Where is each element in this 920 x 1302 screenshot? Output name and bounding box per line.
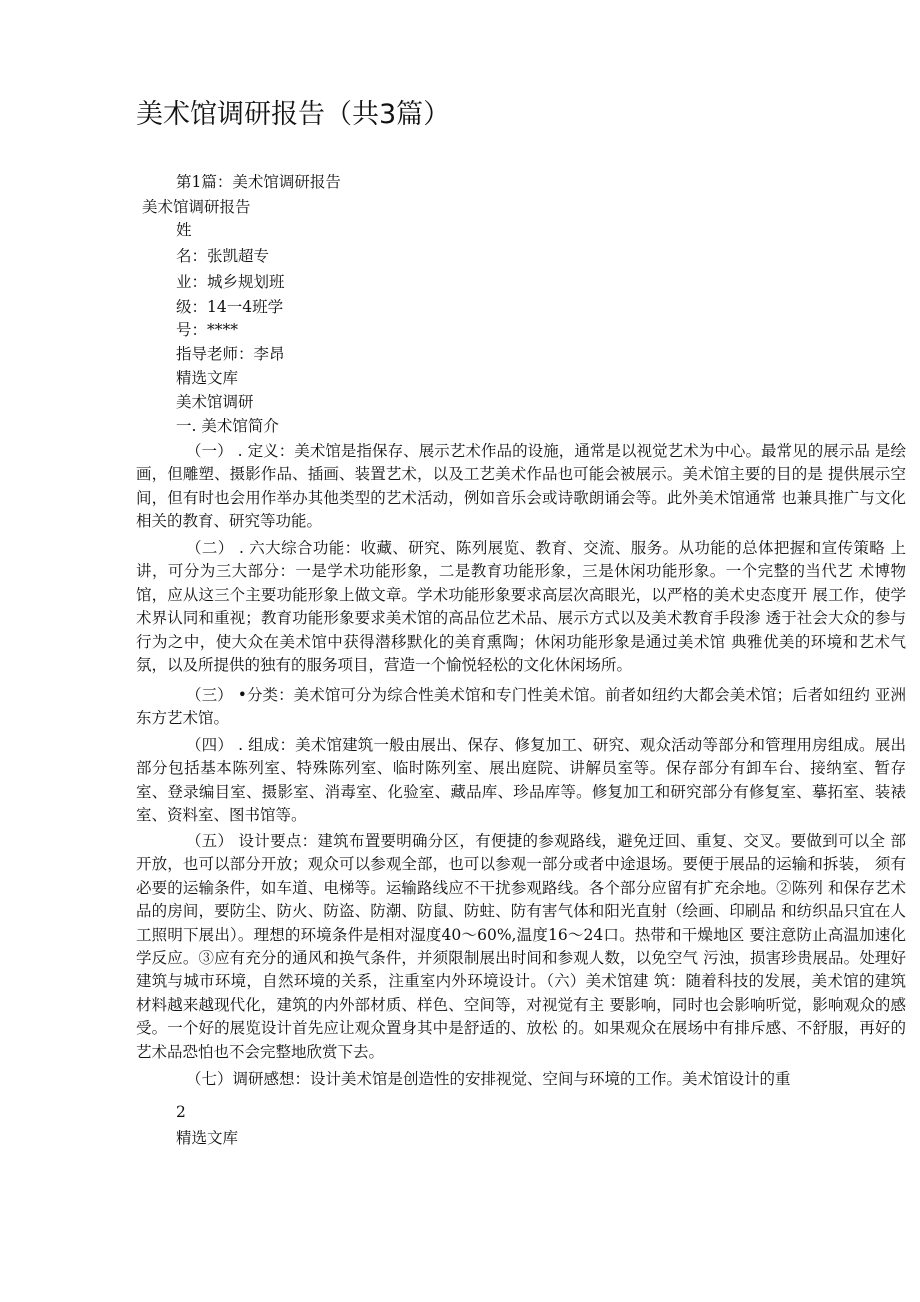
page-number: 2 — [176, 1103, 186, 1121]
library-label: 精选文库 — [176, 369, 239, 387]
meta-line: 级：14一4班学 — [176, 298, 284, 316]
meta-line: 号：**** — [176, 321, 239, 339]
meta-line: 业：城乡规划班 — [176, 273, 285, 291]
document-title: 美术馆调研报告（共3篇） — [136, 99, 451, 130]
meta-line: 姓 — [176, 221, 192, 239]
paragraph-reflection: （七）调研感想：设计美术馆是创造性的安排视觉、空间与环境的工作。美术馆设计的重 — [186, 1070, 791, 1088]
library-label: 精选文库 — [176, 1129, 239, 1147]
meta-line: 名：张凯超专 — [176, 247, 270, 265]
section-heading: 一. 美术馆简介 — [176, 417, 279, 435]
paragraph-definition: （一） . 定义：美术馆是指保存、展示艺术作品的设施，通常是以视觉艺术为中心。最常见的展示品 是绘画，但雕塑、摄影作品、插画、装置艺术，以及工艺美术作品也可能会被展示。美术馆主要的目的是 提供展示空间，但有时也会用作举办其他类型的艺术活动，例如音乐会或诗歌朗诵会等。此外美术馆通常 也兼具推广与文化相关的教育、研究等功能。 — [136, 442, 906, 531]
paragraph-classification: （三） •分类：美术馆可分为综合性美术馆和专门性美术馆。前者如纽约大都会美术馆；后者如纽约 亚洲东方艺术馆。 — [136, 686, 906, 728]
paragraph-design-points: （五） 设计要点：建筑布置要明确分区，有便捷的参观路线，避免迂回、重复、交叉。要做到可以全 部开放，也可以部分开放；观众可以参观全部，也可以参观一部分或者中途退场。要便于展品的运输和拆装， 须有必要的运输条件，如车道、电梯等。运输路线应不干扰参观路线。各个部分应留有扩充余地。②陈列 和保存艺术品的房间，要防尘、防火、防盗、防潮、防鼠、防蛀、防有害气体和阳光直射（绘画、印刷品 和纺织品只宜在人工照明下展出）。理想的环境条件是相对湿度40～60%,温度16～24口。热带和干燥地区 要注意防止高温加速化学反应。③应有充分的通风和换气条件，并须限制展出时间和参观人数，以免空气 污浊，损害珍贵展品。处理好建筑与城市环境，自然环境的关系，注重室内外环境设计。（六）美术馆建 筑：随着科技的发展，美术馆的建筑材料越来越现代化，建筑的内外部材质、样色、空间等，对视觉有主 要影响，同时也会影响听觉，影响观众的感受。一个好的展览设计首先应让观众置身其中是舒适的、放松 的。如果观众在展场中有排斥感、不舒服，再好的艺术品恐怕也不会完整地欣赏下去。 — [136, 832, 906, 1061]
report-title: 美术馆调研报告 — [142, 198, 251, 216]
subtitle: 美术馆调研 — [176, 393, 254, 411]
paragraph-functions: （二） . 六大综合功能：收藏、研究、陈列展览、教育、交流、服务。从功能的总体把握和宣传策略 上讲，可分为三大部分：一是学术功能形象，二是教育功能形象，三是休闲功能形象。一个完整的当代艺 术博物馆，应从这三个主要功能形象上做文章。学术功能形象要求高层次高眼光，以严格的美术史态度开 展工作，使学术界认同和重视；教育功能形象要求美术馆的高品位艺术品、展示方式以及美术教育手段渗 透于社会大众的参与行为之中，使大众在美术馆中获得潜移默化的美育熏陶；休闲功能形象是通过美术馆 典雅优美的环境和艺术气氛，以及所提供的独有的服务项目，营造一个愉悦轻松的文化休闲场所。 — [136, 539, 906, 675]
chapter-heading: 第1篇：美术馆调研报告 — [176, 173, 341, 191]
advisor-line: 指导老师：李昂 — [176, 345, 285, 363]
paragraph-composition: （四） . 组成：美术馆建筑一般由展出、保存、修复加工、研究、观众活动等部分和管理用房组成。展出部分包括基本陈列室、特殊陈列室、临时陈列室、展出庭院、讲解员室等。保存部分有卸车台、接纳室、暂存室、登录编目室、摄影室、消毒室、化验室、藏品库、珍品库等。修复加工和研究部分有修复室、摹拓室、装裱室、资料室、图书馆等。 — [136, 736, 906, 825]
